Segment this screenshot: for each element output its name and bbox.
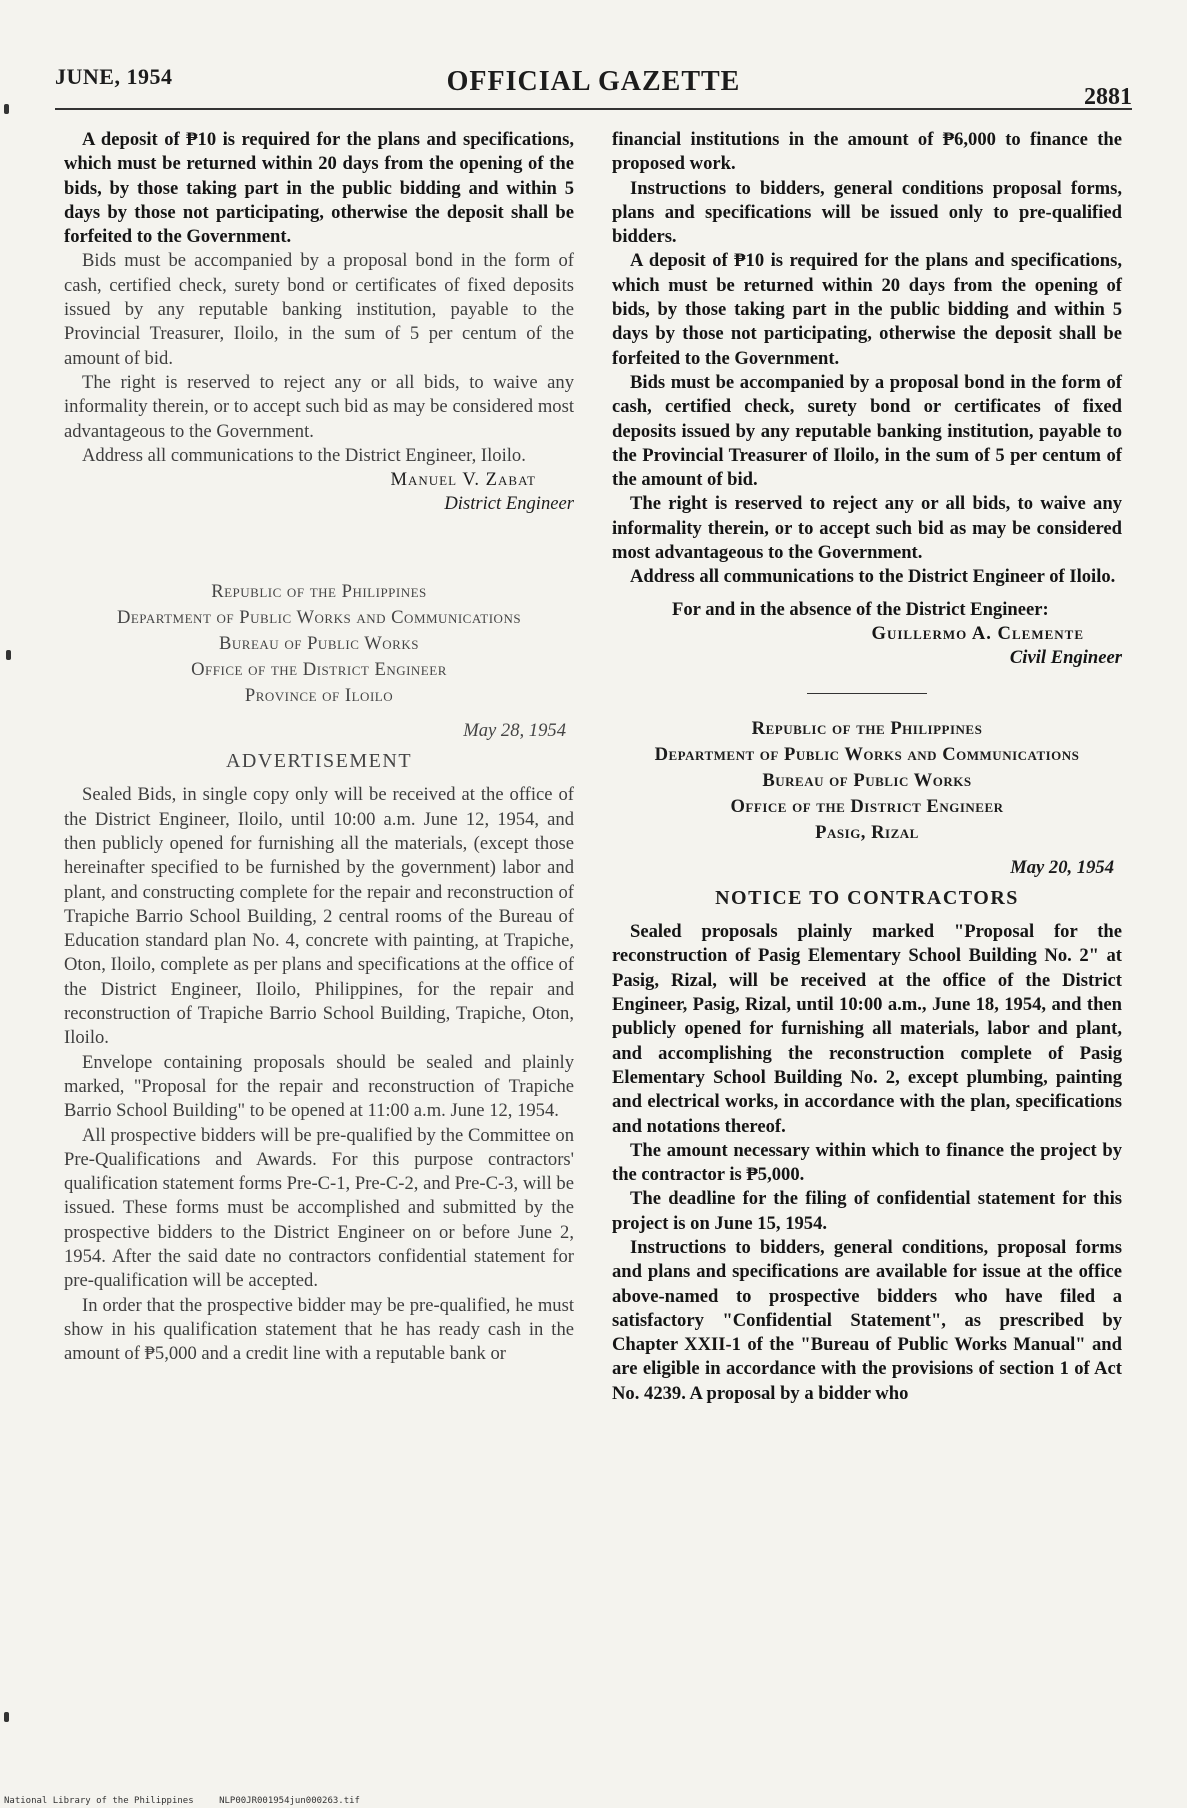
right-column <box>612 128 1122 1406</box>
notice-title: ADVERTISEMENT <box>225 750 413 773</box>
signature-name: Manuel V. Zabat <box>390 469 536 491</box>
page-number: 2881 <box>1084 84 1132 110</box>
notice-date: May 20, 1954 <box>1010 856 1114 878</box>
signature-title: Civil Engineer <box>1009 647 1122 669</box>
issue-date: JUNE, 1954 <box>55 64 173 89</box>
paragraph: In order that the prospective bidder may be pre-qualified, he must show in his qualification statement that he has ready cash in the amount of ₱5,000 and a credit line with a reputable bank or <box>64 1294 574 1365</box>
office-header-line: Republic of the Philippines <box>211 580 427 602</box>
paragraph: The right is reserved to reject any or all bids, to waive any informality therein, or to accept such bid as may be considered most advantageous to the Government. <box>64 371 574 442</box>
office-header-line: Department of Public Works and Communications <box>116 606 522 628</box>
paragraph: All prospective bidders will be pre-qualified by the Committee on Pre-Qualifications and Awards. For this purpose contractors' qualification statement forms Pre-C-1, Pre-C-2, and Pre-C-3, will be issued. These forms must be accomplished and submitted by the prospective bidders to the District Engineer on or before June 2, 1954. After the said date no contractors confidential statement for pre-qualification will be accepted. <box>64 1124 574 1292</box>
scan-mark <box>6 650 11 660</box>
office-header-line: Office of the District Engineer <box>730 795 1004 817</box>
left-column <box>64 128 574 1366</box>
signature-block <box>64 468 574 517</box>
header-rule <box>55 108 1132 110</box>
notice-date: May 28, 1954 <box>463 719 566 741</box>
notice-title: NOTICE TO CONTRACTORS <box>715 886 1019 909</box>
section-separator <box>807 693 927 694</box>
paragraph: A deposit of ₱10 is required for the plans and specifications, which must be returned within 20 days from the opening of bids, by those taking part in the public bidding and within 5 days by those not participating, otherwise the deposit shall be forfeited to the Government. <box>612 250 1122 369</box>
paragraph: Envelope containing proposals should be sealed and plainly marked, "Proposal for the repair and reconstruction of Trapiche Barrio School Building" to be opened at 11:00 a.m. June 12, 1954. <box>64 1051 574 1122</box>
paragraph: Sealed Bids, in single copy only will be received at the office of the District Engineer, Iloilo, until 10:00 a.m. June 12, 1954, and then publicly opened for furnishing all the materials, (except those hereinafter specified to be furnished by the government) labor and plant, and constructing complete for the repair and reconstruction of Trapiche Barrio School Building, 2 central rooms of the Bureau of Education standard plan No. 4, concrete with painting, at Trapiche, Oton, Iloilo, complete as per plans and specifications at the office of the District Engineer, Iloilo, Philippines, for the repair and reconstruction of Trapiche Barrio School Building, Trapiche, Oton, Iloilo. <box>64 784 574 1049</box>
office-header-line: Department of Public Works and Communications <box>654 743 1080 765</box>
footer-file: NLP00JR001954jun000263.tif <box>219 1796 360 1806</box>
paragraph: Sealed proposals plainly marked "Proposal for the reconstruction of Pasig Elementary School Building No. 2" at Pasig, Rizal, will be received at the office of the District Engineer, Pasig, Rizal, until 10:00 a.m., June 18, 1954, and then publicly opened for furnishing all materials, labor and plant, and accomplishing the reconstruction complete of Pasig Elementary School Building No. 2, except plumbing, painting and electrical works, in accordance with the plan, specifications and notations thereof. <box>612 921 1122 1137</box>
paragraph: A deposit of ₱10 is required for the plans and specifications, which must be returned within 20 days from the opening of the bids, by those taking part in the public bidding and within 5 days by those not participating, otherwise the deposit shall be forfeited to the Government. <box>64 129 574 248</box>
paragraph: Instructions to bidders, general conditions proposal forms, plans and specifications will be issued only to pre-qualified bidders. <box>612 177 1122 248</box>
paragraph: Instructions to bidders, general conditions, proposal forms and plans and specifications are available for issue at the office above-named to prospective bidders who have filed a satisfactory "Confidential Statement", as prescribed by Chapter XXII-1 of the "Bureau of Public Works Manual" and are eligible in accordance with the provisions of section 1 of Act No. 4239. A proposal by a bidder who <box>612 1236 1122 1404</box>
signature-block <box>612 622 1122 671</box>
signature-title: District Engineer <box>444 493 574 515</box>
paragraph: Address all communications to the District Engineer of Iloilo. <box>630 566 1116 588</box>
office-header-line: Republic of the Philippines <box>751 717 983 739</box>
paragraph: The right is reserved to reject any or all bids, to waive any informality therein, or to accept such bid as may be considered most advantageous to the Government. <box>612 493 1122 564</box>
paragraph: Address all communications to the District Engineer, Iloilo. <box>82 444 526 466</box>
paragraph: Bids must be accompanied by a proposal bond in the form of cash, certified check, surety bond or certificates of fixed deposits issued by any reputable banking institution, payable to the Provincial Treasurer of Iloilo, in the sum of 5 per centum of the amount of bid. <box>612 371 1122 491</box>
paragraph: For and in the absence of the District Engineer: <box>672 598 1049 620</box>
office-header-line: Pasig, Rizal <box>815 821 919 843</box>
office-header-line: Bureau of Public Works <box>762 769 972 791</box>
signature-name: Guillermo A. Clemente <box>871 622 1084 644</box>
office-header-line: Bureau of Public Works <box>219 632 419 654</box>
paragraph: Bids must be accompanied by a proposal bond in the form of cash, certified check, surety bond or certificates of fixed deposits issued by any reputable banking institution, payable to the Provincial Treasurer, Iloilo, in the sum of 5 per centum of the amount of bid. <box>64 250 574 369</box>
publication-title: OFFICIAL GAZETTE <box>446 66 741 97</box>
scan-footer <box>4 1796 380 1806</box>
paragraph: The deadline for the filing of confidential statement for this project is on June 15, 1954. <box>612 1188 1122 1234</box>
office-header-line: Office of the District Engineer <box>191 658 447 680</box>
scan-mark <box>4 104 9 114</box>
paragraph: The amount necessary within which to finance the project by the contractor is ₱5,000. <box>612 1139 1122 1186</box>
office-header <box>612 716 1122 846</box>
office-header-line: Province of Iloilo <box>244 684 394 706</box>
office-header <box>64 579 574 709</box>
paragraph: financial institutions in the amount of ₱6,000 to finance the proposed work. <box>612 129 1122 175</box>
scan-mark <box>4 1712 9 1722</box>
footer-library: National Library of the Philippines <box>4 1796 194 1806</box>
